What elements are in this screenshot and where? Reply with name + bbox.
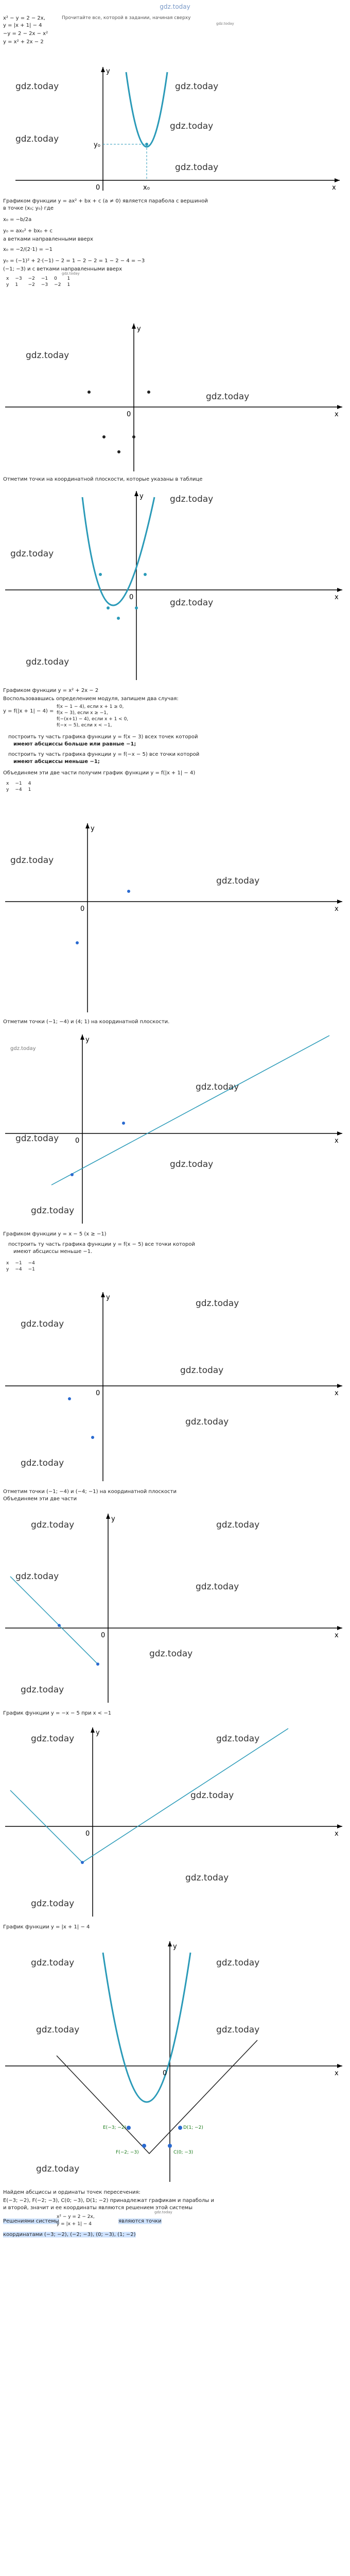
text-section-7 <box>0 1710 350 1721</box>
graph8-svg <box>0 1723 350 1919</box>
text-line: y = |x + 1| − 4 <box>57 2222 92 2227</box>
text-line: x² − y = 2 − 2x, <box>57 2214 95 2219</box>
graph9-svg <box>0 1937 350 2184</box>
table-cell: −2 <box>28 276 35 281</box>
point-label: F(−2; −3) <box>116 2150 139 2155</box>
text-line: Объединяем эти две части <box>3 1496 77 1502</box>
abs-graph-line <box>10 1728 288 1862</box>
text-line: Воспользовавшись определением модуля, запишем два случая: <box>3 696 179 702</box>
watermark: gdz.today <box>31 1958 75 1968</box>
axis-y-label: y <box>106 67 110 75</box>
text-line: x₀ = −b/2a <box>3 217 32 223</box>
watermark: gdz.today <box>31 1899 75 1909</box>
axis-y-label: y <box>173 1943 177 1951</box>
x-axis-arrow <box>335 178 340 182</box>
axis-y-label: y <box>111 1515 115 1523</box>
x0-label: x₀ <box>143 184 150 192</box>
table-row <box>3 781 34 787</box>
graph4-svg <box>0 819 350 1015</box>
text-section-2 <box>0 477 350 487</box>
watermark: gdz.today <box>31 1734 75 1744</box>
text-line: построить ту часть графика функции y = f(x − 5) все точки которой <box>8 1242 195 1247</box>
watermark: gdz.today <box>196 1082 239 1092</box>
watermark: gdz.today <box>170 121 214 131</box>
parabola-curve <box>82 497 154 605</box>
axis-y-label: y <box>137 325 141 333</box>
text-section-3 <box>0 688 350 817</box>
text-section-1 <box>0 198 350 319</box>
text-line: имеют абсциссы меньше −1; <box>13 759 100 765</box>
abs-graph-line <box>57 2040 257 2154</box>
table-cell: −1 <box>41 276 48 281</box>
text-section-4 <box>0 1019 350 1029</box>
text-line: f(x − 1 − 4), если x + 1 ≥ 0, <box>57 704 124 709</box>
table-row <box>3 787 34 793</box>
page-header <box>0 0 350 15</box>
values-table <box>3 781 34 793</box>
text-line: y₀ = ax₀² + bx₀ + c <box>3 228 52 234</box>
table-cell: −2 <box>54 282 61 287</box>
values-table <box>3 276 73 288</box>
values-table <box>3 1260 38 1273</box>
watermark: gdz.today <box>15 134 59 144</box>
watermark: gdz.today <box>170 1159 214 1170</box>
axis-y-label: y <box>106 1294 110 1301</box>
text-line: построить ту часть графика функции y = f(x − 3) всех точек которой <box>8 734 198 740</box>
highlight-text: Решениями системы <box>3 2218 59 2224</box>
graph-two-points <box>0 819 350 1015</box>
text-line: x₀ = −2/(2·1) = −1 <box>3 247 52 252</box>
watermark: gdz.today <box>185 1873 229 1883</box>
watermark: gdz.today <box>15 81 59 92</box>
system-line-1: x² − y = 2 − 2x, <box>3 15 45 21</box>
table-cell: −3 <box>41 282 48 287</box>
axis-x-label: x <box>335 1389 339 1397</box>
watermark: gdz.today <box>21 1319 64 1329</box>
highlight-text: координатами (−3; −2), (−2; −3), (0; −3), (1; −2) <box>3 2232 136 2238</box>
table-cell: −4 <box>28 1261 35 1266</box>
text-line: График функции y = −x − 5 при x < −1 <box>3 1710 112 1716</box>
table-cell: 4 <box>28 781 31 786</box>
graph-parabola <box>0 487 350 683</box>
watermark: gdz.today <box>21 1458 64 1468</box>
point <box>147 391 150 394</box>
origin-label: 0 <box>80 905 85 913</box>
axis-y-label: y <box>139 493 144 500</box>
watermark: gdz.today <box>216 1958 260 1968</box>
watermark: gdz.today <box>175 162 219 173</box>
watermark: gdz.today <box>149 1649 193 1659</box>
table-row <box>3 1260 38 1266</box>
origin-label: 0 <box>85 1830 90 1838</box>
watermark: gdz.today <box>196 1298 239 1309</box>
text-line: E(−3; −2), F(−2; −3), C(0; −3), D(1; −2) принадлежат графикам и параболы и <box>3 2198 214 2204</box>
table-cell: −4 <box>15 1267 22 1272</box>
watermark: gdz.today <box>26 350 69 361</box>
text-line: f(−x − 5), если x < −1, <box>57 723 112 728</box>
point <box>132 435 135 438</box>
watermark: gdz.today <box>185 1417 229 1427</box>
conclusion-section <box>0 2190 350 2246</box>
watermark: gdz.today <box>10 855 54 866</box>
rewritten-line: −y = 2 − 2x − x² <box>3 31 48 37</box>
graph-points <box>0 319 350 474</box>
text-line: Отметим точки (−1; −4) и (−4; −1) на координатной плоскости <box>3 1489 177 1495</box>
text-line: f(x − 3), если x ≥ −1, <box>57 710 108 716</box>
text-line: График функции y = |x + 1| − 4 <box>3 1924 90 1930</box>
watermark: gdz.today <box>31 1206 75 1216</box>
table-cell: −1 <box>15 1261 22 1266</box>
watermark: gdz.today <box>36 2025 80 2035</box>
table-cell: 1 <box>28 787 31 792</box>
watermark: gdz.today <box>154 2210 172 2214</box>
site-title[interactable]: gdz.today <box>160 3 190 10</box>
watermark: gdz.today <box>206 392 250 402</box>
table-cell: y <box>6 787 9 792</box>
text-line: Объединяем эти две части получим график функции y = f(|x + 1| − 4) <box>3 770 196 776</box>
origin-label: 0 <box>96 1389 100 1397</box>
table-cell: −3 <box>15 276 22 281</box>
table-cell: x <box>6 781 9 786</box>
note-right: Прочитайте все, которой в задании, начиная сверху <box>62 15 191 21</box>
table-row <box>3 276 73 282</box>
watermark: gdz.today <box>26 657 69 667</box>
text-line: имеют абсциссы меньше −1. <box>13 1249 93 1255</box>
table-cell: 0 <box>54 276 57 281</box>
parabola-curve <box>103 1953 190 2102</box>
text-section-8 <box>0 1924 350 1935</box>
origin-label: 0 <box>163 2070 167 2077</box>
table-cell: x <box>6 1261 9 1266</box>
text-line: Графиком функции y = ax² + bx + c (a ≠ 0) является парабола с вершиной <box>3 198 208 204</box>
axis-x-label: x <box>335 594 339 601</box>
table-row <box>3 1266 38 1273</box>
y0-label: y₀ <box>94 141 100 149</box>
watermark: gdz.today <box>170 494 214 504</box>
point-label: C(0; −3) <box>173 2150 194 2155</box>
text-line: Отметим точки (−1; −4) и (4; 1) на координатной плоскости. <box>3 1019 170 1025</box>
origin-label: 0 <box>127 411 131 418</box>
text-line: a ветками направленными вверх <box>3 236 94 242</box>
watermark: gdz.today <box>196 1582 239 1592</box>
origin-label: 0 <box>101 1632 106 1639</box>
watermark: gdz.today <box>170 598 214 608</box>
watermark: gdz.today <box>62 272 80 276</box>
table-cell: −2 <box>28 282 35 287</box>
watermark: gdz.today <box>180 1365 224 1376</box>
axis-x-label: x <box>335 1137 339 1145</box>
origin-label: 0 <box>96 184 100 192</box>
graph5-svg <box>0 1030 350 1226</box>
watermark: gdz.today <box>36 2164 80 2174</box>
table-cell: 1 <box>15 282 19 287</box>
text-line: построить ту часть графика функции y = f(−x − 5) все точки которой <box>8 752 200 757</box>
table-cell: x <box>6 276 9 281</box>
text-line: (−1; −3) и с ветками направленными вверх <box>3 266 122 272</box>
text-section-5 <box>0 1231 350 1288</box>
axis-x-label: x <box>335 411 339 418</box>
text-line: Графиком функции y = x² + 2x − 2 <box>3 688 99 693</box>
parabola-curve <box>126 72 167 147</box>
watermark: gdz.today <box>15 1133 59 1144</box>
table-row <box>3 282 73 288</box>
watermark: gdz.today <box>216 1734 260 1744</box>
watermark: gdz.today <box>216 1520 260 1530</box>
table-cell: −1 <box>15 781 22 786</box>
solved-line: y = x² + 2x − 2 <box>3 39 44 45</box>
watermark: gdz.today <box>190 1790 234 1801</box>
graph3-svg <box>0 487 350 683</box>
text-line: Графиком функции y = x − 5 (x ≥ −1) <box>3 1231 107 1237</box>
table-cell: y <box>6 282 9 287</box>
graph-intersection <box>0 1937 350 2184</box>
text-line: и второй, значит и ее координаты являются решением этой системы <box>3 2205 192 2211</box>
axis-x-label: x <box>335 1632 339 1639</box>
point <box>117 450 120 453</box>
watermark: gdz.today <box>175 81 219 92</box>
table-cell: y <box>6 1267 9 1272</box>
text-line: y₀ = (−1)² + 2·(−1) − 2 = 1 − 2 − 2 = 1 − 2 − 4 = −3 <box>3 258 145 264</box>
graph-line <box>0 1030 350 1226</box>
vertex-point <box>145 143 148 146</box>
text-line: в точке (x₀; y₀) где <box>3 206 54 211</box>
watermark: gdz.today <box>216 22 234 26</box>
watermark: gdz.today <box>10 549 54 559</box>
axis-x-label: x <box>335 1830 339 1838</box>
point-label: E(−3; −2) <box>103 2125 127 2130</box>
highlight-text: являются точки <box>118 2218 162 2224</box>
graph-parabola-schematic <box>0 62 350 196</box>
text-line: Найдем абсциссы и ординаты точек пересечения: <box>3 2190 141 2195</box>
watermark: gdz.today <box>216 876 260 886</box>
system-line-2: y = |x + 1| − 4 <box>3 23 42 28</box>
graph2-svg <box>0 319 350 474</box>
graph7-svg <box>0 1510 350 1705</box>
point <box>87 391 91 394</box>
point-label: D(1; −2) <box>183 2125 203 2130</box>
table-cell: −1 <box>28 1267 35 1272</box>
watermark: gdz.today <box>10 1046 36 1052</box>
text-line: y = f(|x + 1| − 4) = <box>3 708 54 714</box>
table-cell: 1 <box>67 282 71 287</box>
axis-x-label: x <box>332 184 336 192</box>
watermark: gdz.today <box>21 1685 64 1695</box>
axis-y-label: y <box>91 825 95 833</box>
text-line: Отметим точки на координатной плоскости, которые указаны в таблице <box>3 477 203 482</box>
origin-label: 0 <box>129 594 134 601</box>
table-cell: −4 <box>15 787 22 792</box>
axis-y-label: y <box>85 1036 90 1044</box>
graph6-svg <box>0 1288 350 1484</box>
graph-left-branch <box>0 1510 350 1705</box>
text-section-6 <box>0 1489 350 1510</box>
text-line: имеют абсциссы больше или равные −1; <box>13 741 136 747</box>
origin-label: 0 <box>75 1137 80 1145</box>
graph-two-points-2 <box>0 1288 350 1484</box>
watermark: gdz.today <box>31 1520 75 1530</box>
table-cell: 1 <box>67 276 71 281</box>
graph-abs <box>0 1723 350 1919</box>
y-axis-arrow <box>101 67 105 72</box>
text-line: f(−(x+1) − 4), если x + 1 < 0, <box>57 717 129 722</box>
watermark: gdz.today <box>216 2025 260 2035</box>
point <box>102 435 106 438</box>
axis-x-label: x <box>335 2070 339 2077</box>
axis-y-label: y <box>96 1729 100 1737</box>
axis-x-label: x <box>335 905 339 913</box>
watermark: gdz.today <box>15 1571 59 1582</box>
